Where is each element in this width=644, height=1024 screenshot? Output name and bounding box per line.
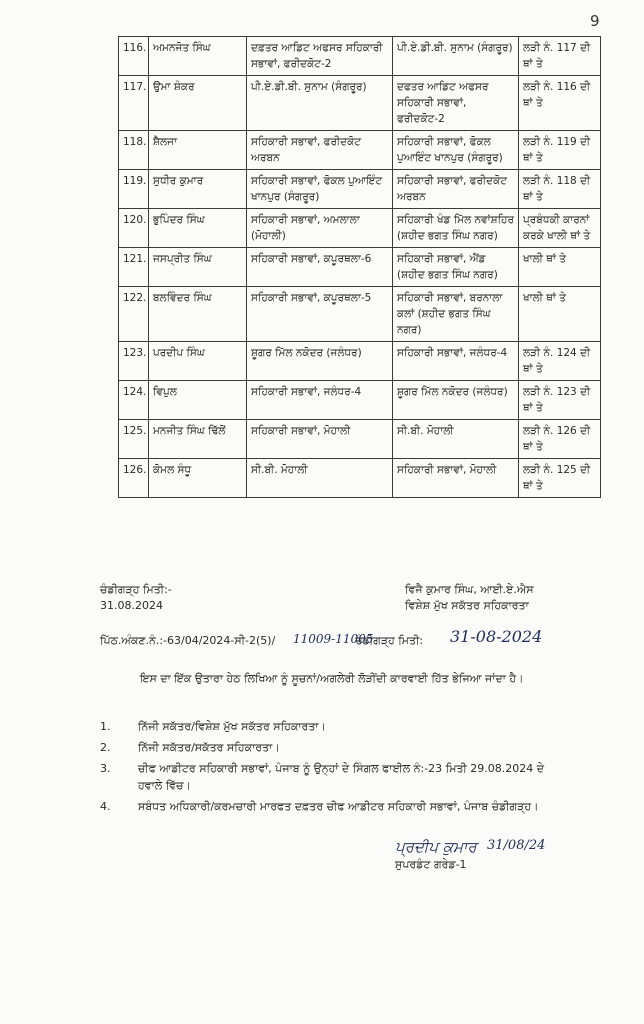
remarks-cell: ਲੜੀ ਨੰ. 118 ਦੀ ਥਾਂ ਤੇ (519, 170, 601, 209)
name-cell: ਅਮਨਜੋਤ ਸਿੰਘ (149, 37, 247, 76)
remarks-cell: ਲੜੀ ਨੰ. 126 ਦੀ ਥਾਂ ਤੇ (519, 420, 601, 459)
name-cell: ਭੁਪਿੰਦਰ ਸਿੰਘ (149, 209, 247, 248)
transfer-table-body (119, 37, 601, 498)
name-cell: ਬਲਵਿੰਦਰ ਸਿੰਘ (149, 287, 247, 342)
from-office-cell: ਸਹਿਕਾਰੀ ਸਭਾਵਾਂ, ਫੋਕਲ ਪੁਆਇੰਟ ਖਾਨਪੁਰ (ਸੰਗਰੂਰ) (247, 170, 393, 209)
order-date: 31.08.2024 (100, 599, 163, 612)
name-cell: ਸੁਧੀਰ ਕੁਮਾਰ (149, 170, 247, 209)
serial-cell: 123. (119, 342, 149, 381)
serial-cell: 121. (119, 248, 149, 287)
place-date-block (100, 582, 172, 614)
from-office-cell: ਸਹਿਕਾਰੀ ਸਭਾਵਾਂ, ਕਪੂਰਥਲਾ-6 (247, 248, 393, 287)
name-cell: ਮਨਜੀਤ ਸਿੰਘ ਢਿੱਲੋਂ (149, 420, 247, 459)
from-office-cell: ਸਹਿਕਾਰੀ ਸਭਾਵਾਂ, ਫਰੀਦਕੋਟ ਅਰਬਨ (247, 131, 393, 170)
remarks-cell: ਪ੍ਰਬੰਧਕੀ ਕਾਰਨਾਂ ਕਰਕੇ ਖਾਲੀ ਥਾਂ ਤੇ (519, 209, 601, 248)
table-row (119, 170, 601, 209)
table-row (119, 420, 601, 459)
table-row (119, 459, 601, 498)
recipient-list (100, 718, 570, 819)
recipient-number: 1. (100, 720, 111, 733)
from-office-cell: ਪੀ.ਏ.ਡੀ.ਬੀ. ਸੁਨਾਮ (ਸੰਗਰੂਰ) (247, 76, 393, 131)
recipient-item (100, 739, 570, 756)
to-office-cell: ਸਹਿਕਾਰੀ ਸਭਾਵਾਂ, ਬਰਨਾਲਾ ਕਲਾਂ (ਸ਼ਹੀਦ ਭਗਤ ਸਿੰਘ ਨਗਰ) (393, 287, 519, 342)
signatory-name: ਵਿਜੈ ਕੁਮਾਰ ਸਿੰਘ, ਆਈ.ਏ.ਐਸ (405, 583, 534, 596)
name-cell: ਸ਼ੈਲਜਾ (149, 131, 247, 170)
serial-cell: 120. (119, 209, 149, 248)
table-row (119, 76, 601, 131)
table-row (119, 287, 601, 342)
name-cell: ਵਿਪੁਲ (149, 381, 247, 420)
transfer-table (118, 36, 601, 498)
serial-cell: 125. (119, 420, 149, 459)
remarks-cell: ਲੜੀ ਨੰ. 119 ਦੀ ਥਾਂ ਤੇ (519, 131, 601, 170)
recipient-item (100, 718, 570, 735)
endorsement-place-label: ਚੰਡੀਗੜ੍ਹ ਮਿਤੀ: (355, 634, 424, 647)
from-office-cell: ਸਹਿਕਾਰੀ ਸਭਾਵਾਂ, ਮੋਹਾਲੀ (247, 420, 393, 459)
table-row (119, 342, 601, 381)
signoff-date: 31/08/24 (487, 838, 546, 853)
signatory-designation: ਵਿਸ਼ੇਸ਼ ਮੁੱਖ ਸਕੱਤਰ ਸਹਿਕਾਰਤਾ (405, 599, 529, 612)
endorsement-date-handwritten: 31-08-2024 (450, 627, 543, 646)
table-row (119, 37, 601, 76)
signatory-block (405, 582, 534, 614)
recipient-number: 4. (100, 800, 111, 813)
remarks-cell: ਲੜੀ ਨੰ. 116 ਦੀ ਥਾਂ ਤੇ (519, 76, 601, 131)
from-office-cell: ਸਹਿਕਾਰੀ ਸਭਾਵਾਂ, ਅਮਲਾਲਾ (ਮੋਹਾਲੀ) (247, 209, 393, 248)
from-office-cell: ਦਫ਼ਤਰ ਆਡਿਟ ਅਫਸਰ ਸਹਿਕਾਰੀ ਸਭਾਵਾਂ, ਫਰੀਦਕੋਟ-2 (247, 37, 393, 76)
signoff-signature: ਪ੍ਰਦੀਪ ਕੁਮਾਰ (395, 838, 477, 856)
from-office-cell: ਸਹਿਕਾਰੀ ਸਭਾਵਾਂ, ਜਲੰਧਰ-4 (247, 381, 393, 420)
to-office-cell: ਸਹਿਕਾਰੀ ਸਭਾਵਾਂ, ਫੋਕਲ ਪੁਆਇੰਟ ਖਾਨਪੁਰ (ਸੰਗਰੂਰ) (393, 131, 519, 170)
serial-cell: 126. (119, 459, 149, 498)
endorsement-ref-handwritten: 11009-11005 (293, 632, 374, 646)
to-office-cell: ਸ਼ੂਗਰ ਮਿੱਲ ਨਕੋਦਰ (ਜਲੰਧਰ) (393, 381, 519, 420)
serial-cell: 119. (119, 170, 149, 209)
remarks-cell: ਲੜੀ ਨੰ. 123 ਦੀ ਥਾਂ ਤੇ (519, 381, 601, 420)
remarks-cell: ਲੜੀ ਨੰ. 124 ਦੀ ਥਾਂ ਤੇ (519, 342, 601, 381)
to-office-cell: ਸਹਿਕਾਰੀ ਸਭਾਵਾਂ, ਜਲੰਧਰ-4 (393, 342, 519, 381)
recipient-text: ਚੀਫ ਆਡੀਟਰ ਸਹਿਕਾਰੀ ਸਭਾਵਾਂ, ਪੰਜਾਬ ਨੂੰ ਉਨ੍ਹਾਂ ਦੇ ਸਿੰਗਲ ਫਾਈਲ ਨੰ:-23 ਮਿਤੀ 29.08.2024 ਦੇ ਹਵਾਲੇ ਵਿੱਚ। (138, 762, 545, 792)
to-office-cell: ਸੀ.ਬੀ. ਮੋਹਾਲੀ (393, 420, 519, 459)
recipient-number: 3. (100, 762, 111, 775)
from-office-cell: ਸਹਿਕਾਰੀ ਸਭਾਵਾਂ, ਕਪੂਰਥਲਾ-5 (247, 287, 393, 342)
serial-cell: 124. (119, 381, 149, 420)
to-office-cell: ਸਹਿਕਾਰੀ ਸਭਾਵਾਂ, ਫਰੀਦਕੋਟ ਅਰਬਨ (393, 170, 519, 209)
from-office-cell: ਸ਼ੂਗਰ ਮਿੱਲ ਨਕੋਦਰ (ਜਲੰਧਰ) (247, 342, 393, 381)
table-row (119, 131, 601, 170)
to-office-cell: ਦਫਤਰ ਆਡਿਟ ਅਫਸਰ ਸਹਿਕਾਰੀ ਸਭਾਵਾਂ, ਫਰੀਦਕੋਟ-2 (393, 76, 519, 131)
to-office-cell: ਸਹਿਕਾਰੀ ਸਭਾਵਾਂ, ਐਂਡ (ਸ਼ਹੀਦ ਭਗਤ ਸਿੰਘ ਨਗਰ) (393, 248, 519, 287)
page-number: 9 (590, 12, 600, 30)
remarks-cell: ਖਾਲੀ ਥਾਂ ਤੇ (519, 287, 601, 342)
to-office-cell: ਸਹਿਕਾਰੀ ਸਭਾਵਾਂ, ਮੋਹਾਲੀ (393, 459, 519, 498)
endorsement-intro: ਇਸ ਦਾ ਇੱਕ ਉਤਾਰਾ ਹੇਠ ਲਿਖਿਆ ਨੂੰ ਸੂਚਨਾਂ/ਅਗਲੇਰੀ ਲੋੜੀਂਦੀ ਕਾਰਵਾਈ ਹਿੱਤ ਭੇਜਿਆ ਜਾਂਦਾ ਹੈ। (140, 672, 524, 685)
name-cell: ਕੋਮਲ ਸੰਧੂ (149, 459, 247, 498)
to-office-cell: ਸਹਿਕਾਰੀ ਖੰਡ ਮਿੱਲ ਨਵਾਂਸ਼ਹਿਰ (ਸ਼ਹੀਦ ਭਗਤ ਸਿੰਘ ਨਗਰ) (393, 209, 519, 248)
recipient-item (100, 760, 570, 794)
remarks-cell: ਲੜੀ ਨੰ. 125 ਦੀ ਥਾਂ ਤੇ (519, 459, 601, 498)
name-cell: ਉਮਾ ਸ਼ੰਕਰ (149, 76, 247, 131)
serial-cell: 118. (119, 131, 149, 170)
to-office-cell: ਪੀ.ਏ.ਡੀ.ਬੀ. ਸੁਨਾਮ (ਸੰਗਰੂਰ) (393, 37, 519, 76)
endorsement-ref-prefix: ਪਿੱਠ.ਅੰਕਣ.ਨੰ.:-63/04/2024-ਸੀ-2(5)/ (100, 634, 276, 647)
recipient-text: ਸਬੰਧਤ ਅਧਿਕਾਰੀ/ਕਰਮਚਾਰੀ ਮਾਰਫਤ ਦਫ਼ਤਰ ਚੀਫ ਆਡੀਟਰ ਸਹਿਕਾਰੀ ਸਭਾਵਾਂ, ਪੰਜਾਬ ਚੰਡੀਗੜ੍ਹ। (138, 800, 539, 813)
signoff-title: ਸੁਪਰਡੰਟ ਗਰੇਡ-1 (395, 858, 467, 871)
name-cell: ਪਰਦੀਪ ਸਿੰਘ (149, 342, 247, 381)
recipient-item (100, 798, 570, 815)
table-row (119, 381, 601, 420)
recipient-text: ਨਿੱਜੀ ਸਕੱਤਰ/ਸਕੱਤਰ ਸਹਿਕਾਰਤਾ। (138, 741, 280, 754)
table-row (119, 248, 601, 287)
remarks-cell: ਲੜੀ ਨੰ. 117 ਦੀ ਥਾਂ ਤੇ (519, 37, 601, 76)
signoff-block (395, 838, 546, 872)
remarks-cell: ਖਾਲੀ ਥਾਂ ਤੇ (519, 248, 601, 287)
from-office-cell: ਸੀ.ਬੀ. ਮੋਹਾਲੀ (247, 459, 393, 498)
name-cell: ਜਸਪ੍ਰੀਤ ਸਿੰਘ (149, 248, 247, 287)
place-label: ਚੰਡੀਗੜ੍ਹ ਮਿਤੀ:- (100, 583, 172, 596)
recipient-number: 2. (100, 741, 111, 754)
table-row (119, 209, 601, 248)
recipient-text: ਨਿੱਜੀ ਸਕੱਤਰ/ਵਿਸ਼ੇਸ਼ ਮੁੱਖ ਸਕੱਤਰ ਸਹਿਕਾਰਤਾ। (138, 720, 326, 733)
serial-cell: 122. (119, 287, 149, 342)
serial-cell: 117. (119, 76, 149, 131)
serial-cell: 116. (119, 37, 149, 76)
